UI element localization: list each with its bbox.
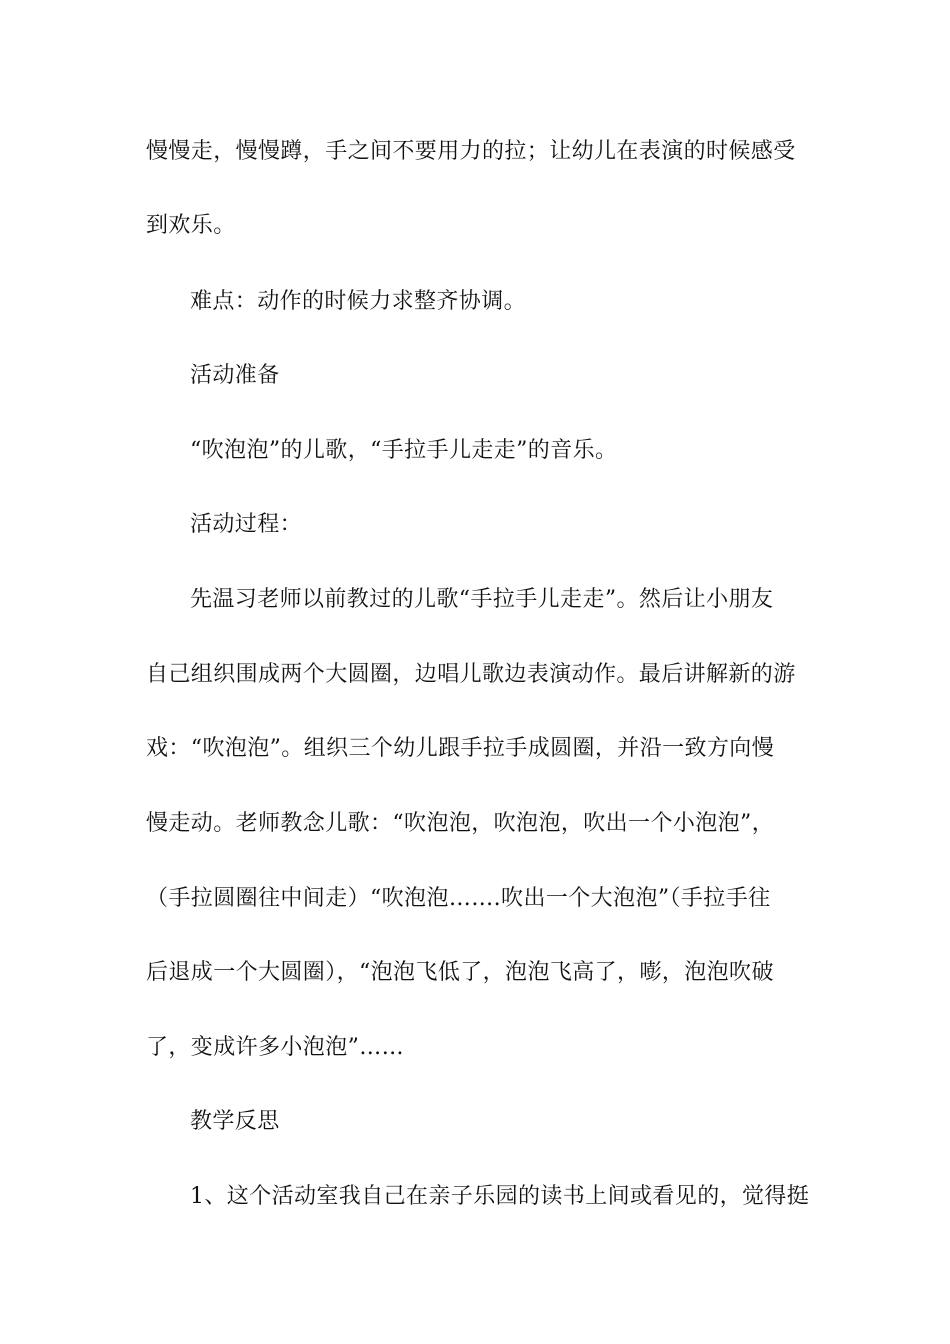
process-line-2: 自己组织围成两个大圆圈，边唱儿歌边表演动作。最后讲解新的游 [146, 662, 796, 687]
section-heading-process: 活动过程： [190, 512, 303, 537]
text-line-1: 慢慢走，慢慢蹲，手之间不要用力的拉；让幼儿在表演的时候感受 [146, 139, 796, 164]
section-heading-reflection: 教学反思 [190, 1109, 280, 1134]
process-line-3: 戏：“吹泡泡”。组织三个幼儿跟手拉手成圆圈，并沿一致方向慢 [146, 736, 775, 761]
preparation-content: “吹泡泡”的儿歌，“手拉手儿走走”的音乐。 [190, 438, 618, 463]
section-heading-preparation: 活动准备 [190, 363, 280, 388]
process-line-1: 先温习老师以前教过的儿歌“手拉手儿走走”。然后让小朋友 [190, 587, 774, 612]
key-difficulty-line: 难点：动作的时候力求整齐协调。 [190, 289, 527, 314]
process-line-7: 了，变成许多小泡泡”…… [146, 1035, 405, 1060]
text-line-2: 到欢乐。 [146, 213, 236, 238]
process-line-5: （手拉圆圈往中间走）“吹泡泡…….吹出一个大泡泡”（手拉手往 [146, 886, 771, 911]
process-line-6: 后退成一个大圆圈），“泡泡飞低了，泡泡飞高了，嘭，泡泡吹破 [146, 960, 774, 985]
process-line-4: 慢走动。老师教念儿歌：“吹泡泡，吹泡泡，吹出一个小泡泡”， [146, 811, 775, 836]
reflection-line-1: 1、这个活动室我自己在亲子乐园的读书上间或看见的，觉得挺 [190, 1184, 810, 1209]
